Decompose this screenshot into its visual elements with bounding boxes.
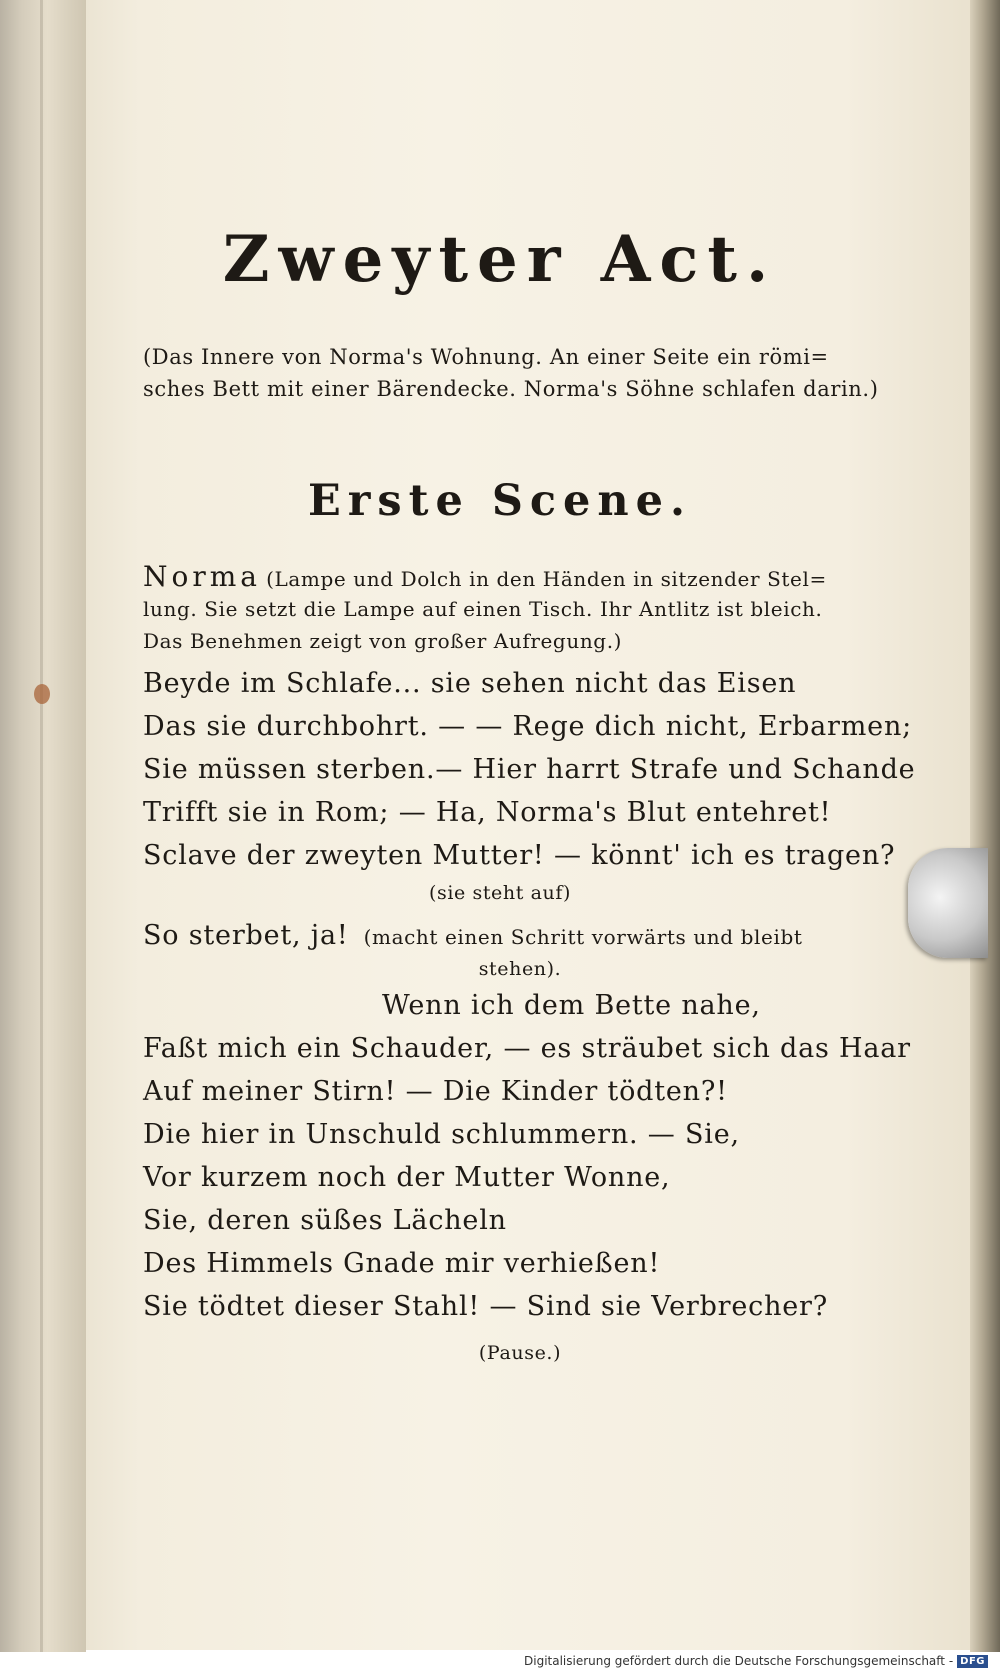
- verse-line: Trifft sie in Rom; — Ha, Norma's Blut entehret!: [143, 797, 832, 828]
- verse-line: Beyde im Schlafe... sie sehen nicht das Eisen: [143, 668, 797, 699]
- verse-line: Des Himmels Gnade mir verhießen!: [143, 1248, 661, 1279]
- aside-direction: (sie steht auf): [428, 882, 572, 904]
- speaker-direction-line: lung. Sie setzt die Lampe auf einen Tisch. Ihr Antlitz ist bleich.: [143, 597, 823, 621]
- verse-line: Sclave der zweyten Mutter! — könnt' ich es tragen?: [143, 840, 896, 871]
- verse-line: Das sie durchbohrt. — — Rege dich nicht, Erbarmen;: [143, 711, 913, 742]
- verse-line-with-aside: [143, 920, 803, 951]
- speaker-direction-line: (Lampe und Dolch in den Händen in sitzender Stel=: [266, 567, 827, 591]
- dfg-logo: DFG: [957, 1655, 988, 1668]
- rust-stain: [34, 684, 50, 704]
- verse-line: Die hier in Unschuld schlummern. — Sie,: [143, 1119, 740, 1150]
- speaker-name: Norma: [143, 560, 261, 593]
- aside-direction: (macht einen Schritt vorwärts und bleibt: [363, 925, 803, 949]
- credit-text: Digitalisierung gefördert durch die Deutsche Forschungsgemeinschaft -: [524, 1654, 954, 1668]
- verse-line: Faßt mich ein Schauder, — es sträubet sich das Haar: [143, 1033, 911, 1064]
- verse-line: Sie müssen sterben.— Hier harrt Strafe und Schande: [143, 754, 916, 785]
- verse-line: Vor kurzem noch der Mutter Wonne,: [143, 1162, 671, 1193]
- verse-line: Sie tödtet dieser Stahl! — Sind sie Verbrecher?: [143, 1291, 829, 1322]
- verse-line: Wenn ich dem Bette nahe,: [382, 990, 761, 1021]
- digitization-credit: [524, 1654, 988, 1668]
- scene-heading: Erste Scene.: [307, 476, 692, 526]
- aside-direction: stehen).: [478, 958, 562, 980]
- stage-direction-line: sches Bett mit einer Bärendecke. Norma's Söhne schlafen darin.): [143, 377, 879, 401]
- verse-line: Auf meiner Stirn! — Die Kinder tödten?!: [143, 1076, 728, 1107]
- stage-direction-line: (Das Innere von Norma's Wohnung. An einer Seite ein römi=: [143, 345, 829, 369]
- verse-text: So sterbet, ja!: [143, 920, 349, 951]
- speaker-line: [143, 560, 827, 593]
- verse-line: Sie, deren süßes Lächeln: [143, 1205, 507, 1236]
- speaker-direction-line: Das Benehmen zeigt von großer Aufregung.): [143, 629, 623, 653]
- pause-direction: (Pause.): [478, 1342, 562, 1364]
- act-title: Zweyter Act.: [222, 222, 778, 297]
